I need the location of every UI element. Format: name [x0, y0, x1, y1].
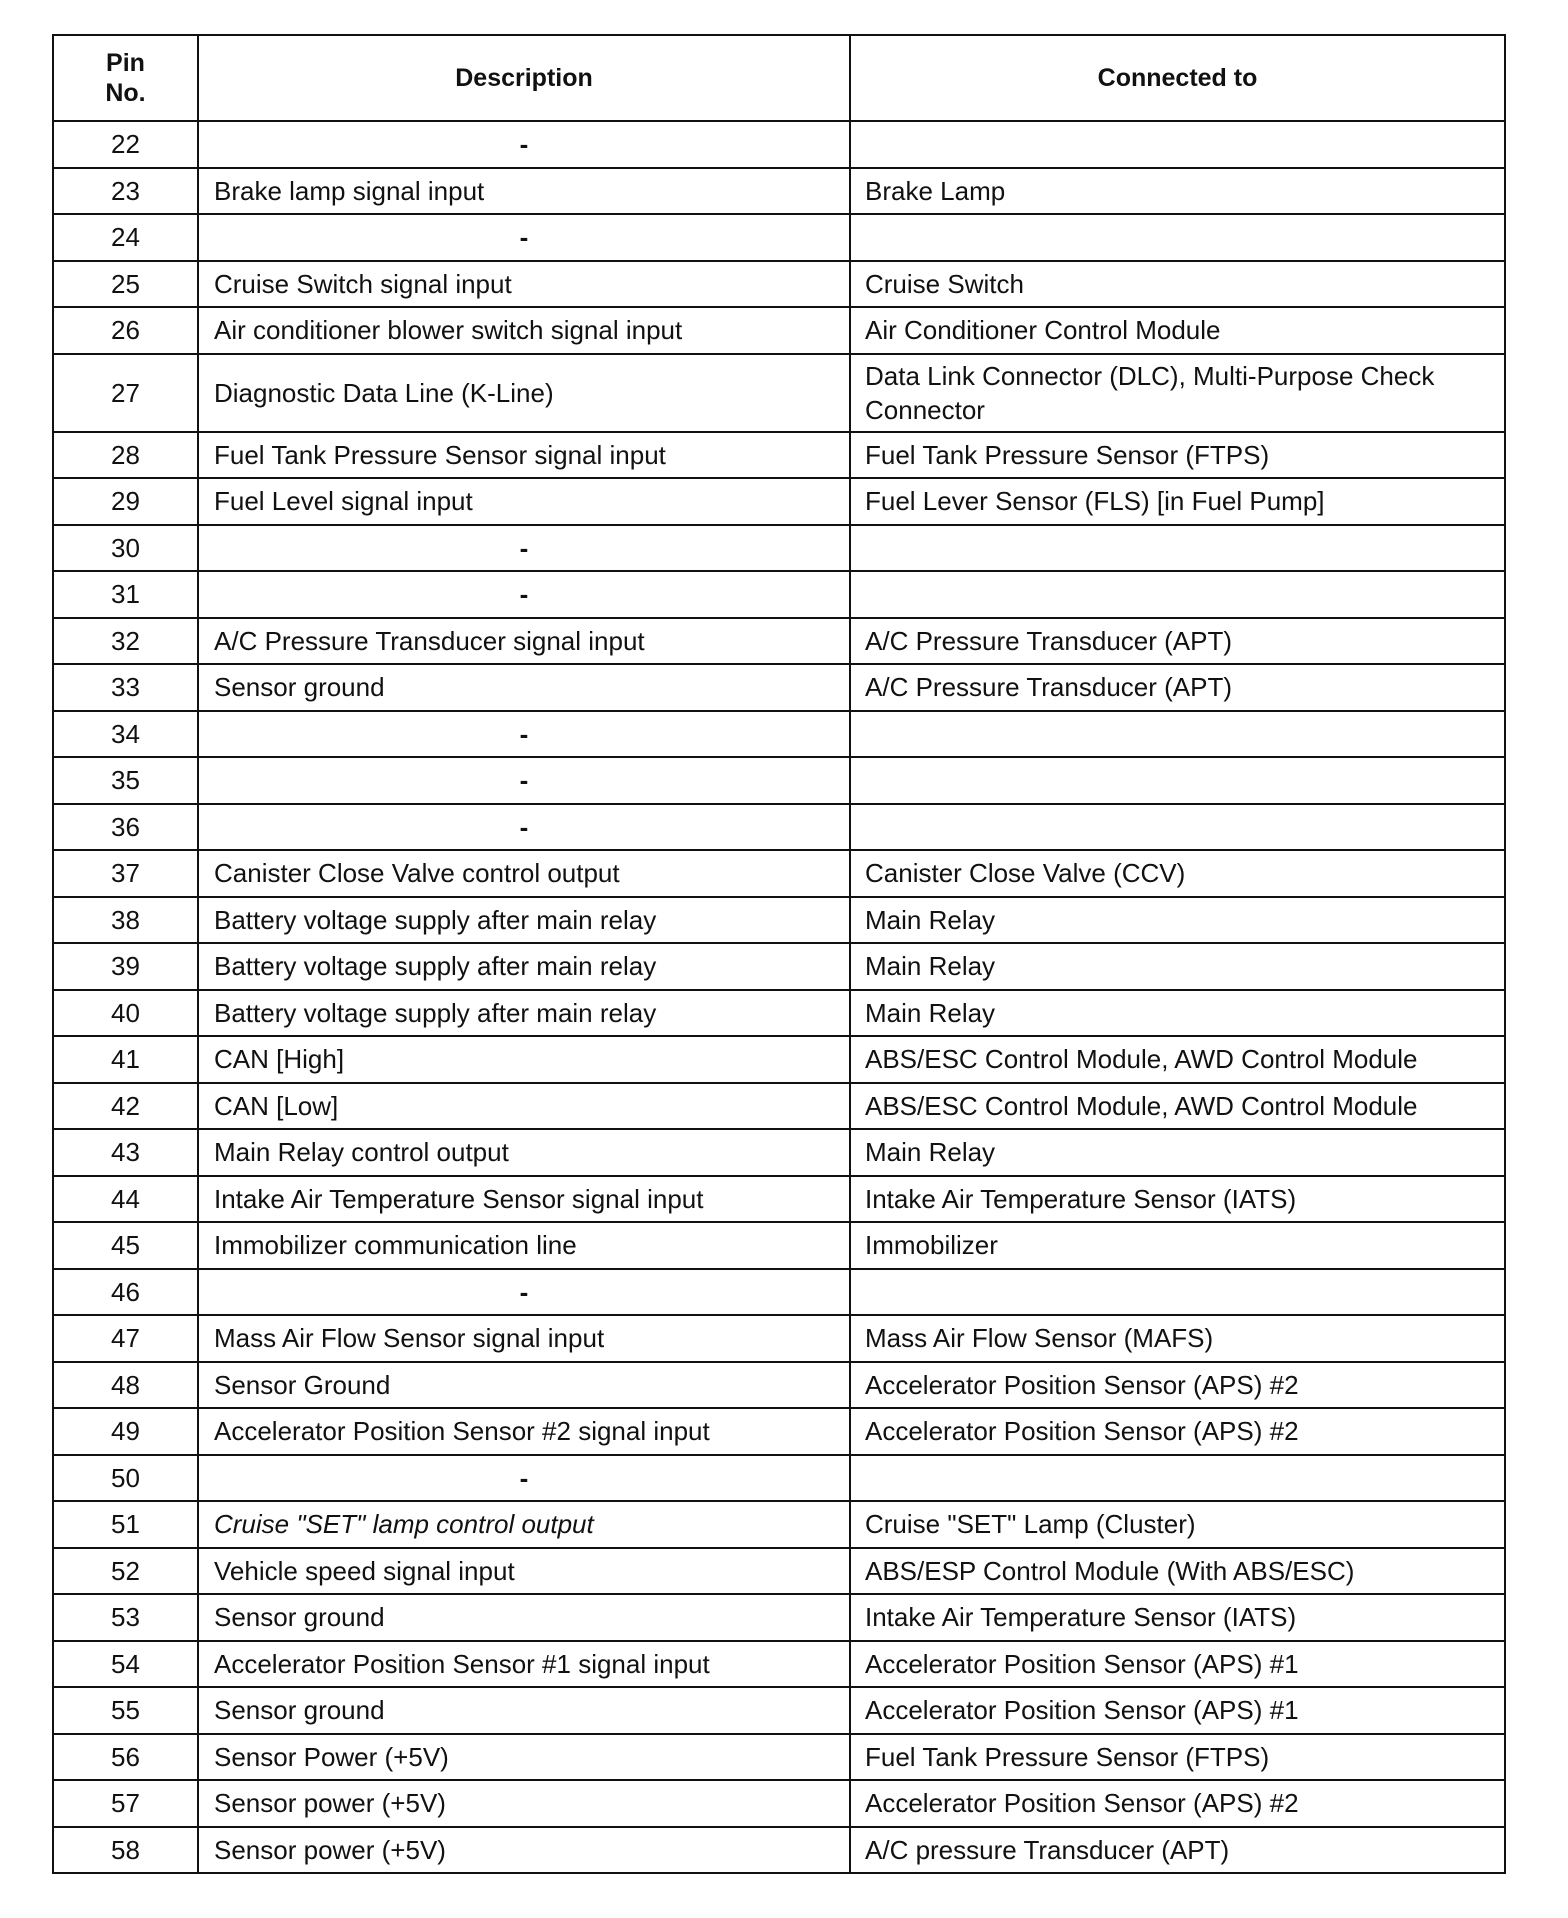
header-pin-no	[53, 35, 198, 121]
pin-number: 30	[53, 525, 198, 572]
pin-connected-to: ABS/ESC Control Module, AWD Control Module	[850, 1036, 1505, 1083]
pin-connected-to: A/C pressure Transducer (APT)	[850, 1827, 1505, 1874]
pin-number: 24	[53, 214, 198, 261]
pin-number: 42	[53, 1083, 198, 1130]
pin-connected-to: Immobilizer	[850, 1222, 1505, 1269]
table-row	[53, 664, 1505, 711]
pin-description: Accelerator Position Sensor #2 signal input	[198, 1408, 850, 1455]
pin-connected-to	[850, 1455, 1505, 1502]
header-connected-to: Connected to	[850, 35, 1505, 121]
pin-connected-to: Fuel Lever Sensor (FLS) [in Fuel Pump]	[850, 478, 1505, 525]
table-row	[53, 1455, 1505, 1502]
pin-connected-to: Brake Lamp	[850, 168, 1505, 215]
pin-description: Air conditioner blower switch signal input	[198, 307, 850, 354]
pin-number: 34	[53, 711, 198, 758]
pin-connected-to: Main Relay	[850, 943, 1505, 990]
pin-connected-to	[850, 571, 1505, 618]
pin-number: 46	[53, 1269, 198, 1316]
table-row	[53, 1501, 1505, 1548]
pin-connected-to: Mass Air Flow Sensor (MAFS)	[850, 1315, 1505, 1362]
pin-description: Cruise Switch signal input	[198, 261, 850, 308]
pin-number: 58	[53, 1827, 198, 1874]
pin-connected-to	[850, 121, 1505, 168]
table-row	[53, 711, 1505, 758]
table-row	[53, 1129, 1505, 1176]
table-row	[53, 804, 1505, 851]
table-row	[53, 618, 1505, 665]
pin-connected-to: Accelerator Position Sensor (APS) #2	[850, 1408, 1505, 1455]
pin-number: 45	[53, 1222, 198, 1269]
pin-connected-to: Cruise "SET" Lamp (Cluster)	[850, 1501, 1505, 1548]
table-row	[53, 1222, 1505, 1269]
pin-description: Sensor power (+5V)	[198, 1780, 850, 1827]
pin-number: 38	[53, 897, 198, 944]
header-description: Description	[198, 35, 850, 121]
pin-number: 43	[53, 1129, 198, 1176]
pin-connected-to: ABS/ESC Control Module, AWD Control Module	[850, 1083, 1505, 1130]
table-row	[53, 1687, 1505, 1734]
table-row	[53, 1734, 1505, 1781]
table-row	[53, 261, 1505, 308]
header-pin-line2: No.	[105, 79, 146, 107]
pin-number: 56	[53, 1734, 198, 1781]
pin-description: Sensor power (+5V)	[198, 1827, 850, 1874]
table-row	[53, 1780, 1505, 1827]
pin-number: 57	[53, 1780, 198, 1827]
table-row	[53, 354, 1505, 432]
table-row	[53, 307, 1505, 354]
pin-description: A/C Pressure Transducer signal input	[198, 618, 850, 665]
pin-number: 48	[53, 1362, 198, 1409]
pin-connected-to: Fuel Tank Pressure Sensor (FTPS)	[850, 432, 1505, 479]
table-row	[53, 478, 1505, 525]
pin-connected-to: Intake Air Temperature Sensor (IATS)	[850, 1176, 1505, 1223]
pin-number: 36	[53, 804, 198, 851]
pin-number: 44	[53, 1176, 198, 1223]
table-row	[53, 1176, 1505, 1223]
table-row	[53, 1269, 1505, 1316]
table-row	[53, 121, 1505, 168]
pin-description: CAN [High]	[198, 1036, 850, 1083]
table-row	[53, 1594, 1505, 1641]
table-row	[53, 525, 1505, 572]
pin-number: 50	[53, 1455, 198, 1502]
pin-connected-to: Main Relay	[850, 897, 1505, 944]
pin-connected-to	[850, 1269, 1505, 1316]
table-row	[53, 214, 1505, 261]
table-row	[53, 1548, 1505, 1595]
pin-description: -	[198, 804, 850, 851]
table-row	[53, 1362, 1505, 1409]
pin-description: Sensor ground	[198, 1594, 850, 1641]
pin-description: -	[198, 1269, 850, 1316]
pin-number: 35	[53, 757, 198, 804]
pin-description: -	[198, 121, 850, 168]
pin-number: 54	[53, 1641, 198, 1688]
pin-number: 29	[53, 478, 198, 525]
pin-description: Mass Air Flow Sensor signal input	[198, 1315, 850, 1362]
pin-number: 28	[53, 432, 198, 479]
pin-number: 49	[53, 1408, 198, 1455]
pin-number: 39	[53, 943, 198, 990]
pin-number: 23	[53, 168, 198, 215]
pin-description: Cruise "SET" lamp control output	[198, 1501, 850, 1548]
pin-number: 40	[53, 990, 198, 1037]
table-row	[53, 1083, 1505, 1130]
pin-description: Fuel Level signal input	[198, 478, 850, 525]
pin-number: 51	[53, 1501, 198, 1548]
pin-connected-to: Accelerator Position Sensor (APS) #1	[850, 1641, 1505, 1688]
pin-connected-to: Air Conditioner Control Module	[850, 307, 1505, 354]
table-row	[53, 850, 1505, 897]
pin-number: 22	[53, 121, 198, 168]
pin-connected-to: Cruise Switch	[850, 261, 1505, 308]
pin-number: 37	[53, 850, 198, 897]
table-row	[53, 943, 1505, 990]
pin-description: Vehicle speed signal input	[198, 1548, 850, 1595]
pin-connected-to: Fuel Tank Pressure Sensor (FTPS)	[850, 1734, 1505, 1781]
pin-description: Sensor ground	[198, 1687, 850, 1734]
header-pin-line1: Pin	[106, 49, 145, 77]
table-row	[53, 1408, 1505, 1455]
pin-description: -	[198, 757, 850, 804]
table-row	[53, 897, 1505, 944]
pin-number: 32	[53, 618, 198, 665]
pin-number: 41	[53, 1036, 198, 1083]
pin-number: 52	[53, 1548, 198, 1595]
table-row	[53, 168, 1505, 215]
pin-description: Brake lamp signal input	[198, 168, 850, 215]
pin-connected-to: Main Relay	[850, 990, 1505, 1037]
pin-connected-to	[850, 804, 1505, 851]
pin-description: Immobilizer communication line	[198, 1222, 850, 1269]
pin-table	[52, 34, 1506, 1874]
pin-description: Diagnostic Data Line (K-Line)	[198, 354, 850, 432]
pin-description: Accelerator Position Sensor #1 signal input	[198, 1641, 850, 1688]
pin-connected-to: Canister Close Valve (CCV)	[850, 850, 1505, 897]
pin-number: 47	[53, 1315, 198, 1362]
pin-connected-to	[850, 525, 1505, 572]
pin-number: 27	[53, 354, 198, 432]
table-row	[53, 1315, 1505, 1362]
table-row	[53, 990, 1505, 1037]
pin-connected-to: Accelerator Position Sensor (APS) #2	[850, 1780, 1505, 1827]
pin-number: 26	[53, 307, 198, 354]
pin-connected-to: Main Relay	[850, 1129, 1505, 1176]
pin-connected-to: A/C Pressure Transducer (APT)	[850, 618, 1505, 665]
pin-connected-to	[850, 214, 1505, 261]
pin-description: Battery voltage supply after main relay	[198, 943, 850, 990]
table-row	[53, 1641, 1505, 1688]
pin-description: -	[198, 571, 850, 618]
pin-connected-to: ABS/ESP Control Module (With ABS/ESC)	[850, 1548, 1505, 1595]
pin-number: 25	[53, 261, 198, 308]
table-row	[53, 432, 1505, 479]
pin-description: Fuel Tank Pressure Sensor signal input	[198, 432, 850, 479]
pin-description: -	[198, 711, 850, 758]
pin-description: Battery voltage supply after main relay	[198, 897, 850, 944]
pin-connected-to	[850, 757, 1505, 804]
pin-description: Battery voltage supply after main relay	[198, 990, 850, 1037]
pin-connected-to: A/C Pressure Transducer (APT)	[850, 664, 1505, 711]
pin-description: Main Relay control output	[198, 1129, 850, 1176]
pin-number: 33	[53, 664, 198, 711]
table-row	[53, 757, 1505, 804]
pin-number: 31	[53, 571, 198, 618]
table-row	[53, 1036, 1505, 1083]
pin-connected-to	[850, 711, 1505, 758]
pin-number: 53	[53, 1594, 198, 1641]
pin-connected-to: Accelerator Position Sensor (APS) #1	[850, 1687, 1505, 1734]
table-header-row	[53, 35, 1505, 121]
pin-description: -	[198, 1455, 850, 1502]
table-row	[53, 1827, 1505, 1874]
pin-description: -	[198, 214, 850, 261]
pin-description: Sensor Ground	[198, 1362, 850, 1409]
pin-description: Intake Air Temperature Sensor signal input	[198, 1176, 850, 1223]
pin-description: Canister Close Valve control output	[198, 850, 850, 897]
table-row	[53, 571, 1505, 618]
pin-description: -	[198, 525, 850, 572]
pin-connected-to: Accelerator Position Sensor (APS) #2	[850, 1362, 1505, 1409]
pin-description: CAN [Low]	[198, 1083, 850, 1130]
pin-connected-to: Data Link Connector (DLC), Multi-Purpose Check Connector	[850, 354, 1505, 432]
pin-number: 55	[53, 1687, 198, 1734]
pin-connected-to: Intake Air Temperature Sensor (IATS)	[850, 1594, 1505, 1641]
table-body	[53, 121, 1505, 1873]
pin-description: Sensor Power (+5V)	[198, 1734, 850, 1781]
pin-description: Sensor ground	[198, 664, 850, 711]
